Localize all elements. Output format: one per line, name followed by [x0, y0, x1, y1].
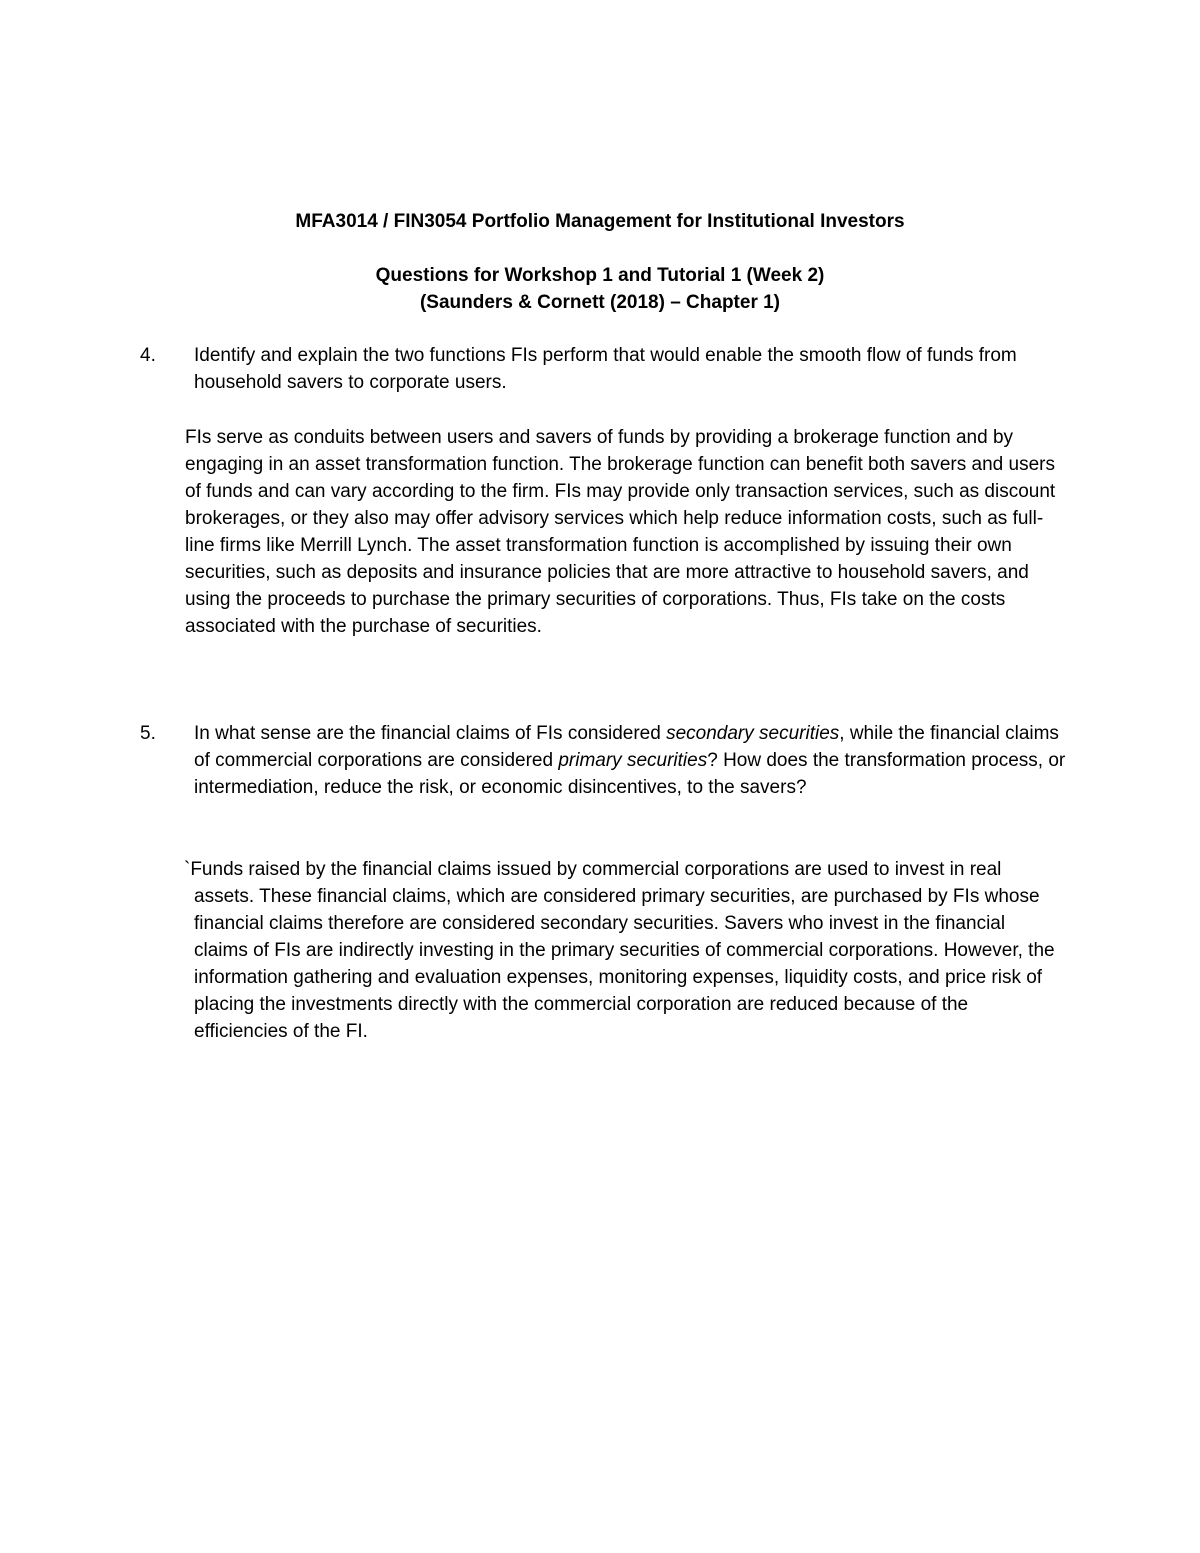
answer-text: FIs serve as conduits between users and savers of funds by providing a brokerage function and by engaging in an asset transformation function. The brokerage function can benefit both savers and users of funds and can vary according to the firm. FIs may provide only transaction services, such as discount brokerages, or they also may offer advisory services which help reduce information costs, such as full-line firms like Merrill Lynch. The asset transformation function is accomplished by issuing their own securities, such as deposits and insurance policies that are more attractive to household savers, and using the proceeds to purchase the primary securities of corporations. Thus, FIs take on the costs associated with the purchase of securities. [185, 427, 1056, 637]
question-text: Identify and explain the two functions FIs perform that would enable the smooth flow of funds from household savers to corporate users. [194, 345, 1017, 393]
question-number: 4. [140, 345, 156, 366]
chapter-reference: (Saunders & Cornett (2018) – Chapter 1) [419, 292, 781, 313]
emphasis-secondary-securities: secondary securities [666, 723, 840, 744]
question-text-part: , while the financial claims of commercial corporations are considered [194, 723, 1059, 771]
question-number: 5. [140, 723, 156, 744]
document-title [0, 208, 1200, 235]
document-subtitle [0, 262, 1200, 316]
course-title: MFA3014 / FIN3054 Portfolio Management for Institutional Investors [295, 211, 905, 232]
answer-text: `Funds raised by the financial claims issued by commercial corporations are used to invest in real assets. These financial claims, which are considered primary securities, are purchased by FIs whose financial claims therefore are considered secondary securities. Savers who invest in the financial claims of FIs are indirectly investing in the primary securities of commercial corporations. However, the information gathering and evaluation expenses, monitoring expenses, liquidity costs, and price risk of placing the investments directly with the commercial corporation are reduced because of the efficiencies of the FI. [184, 859, 1055, 1042]
question-text-part: ? How does the transformation process, or intermediation, reduce the risk, or economic disincentives, to the savers? [194, 750, 1066, 798]
workshop-heading: Questions for Workshop 1 and Tutorial 1 (Week 2) [375, 265, 825, 286]
answer-5 [184, 856, 1064, 1045]
question-text [194, 720, 1074, 801]
question-text-part: In what sense are the financial claims of FIs considered [194, 723, 667, 744]
answer-4 [185, 424, 1065, 640]
emphasis-primary-securities: primary securities [558, 750, 708, 771]
